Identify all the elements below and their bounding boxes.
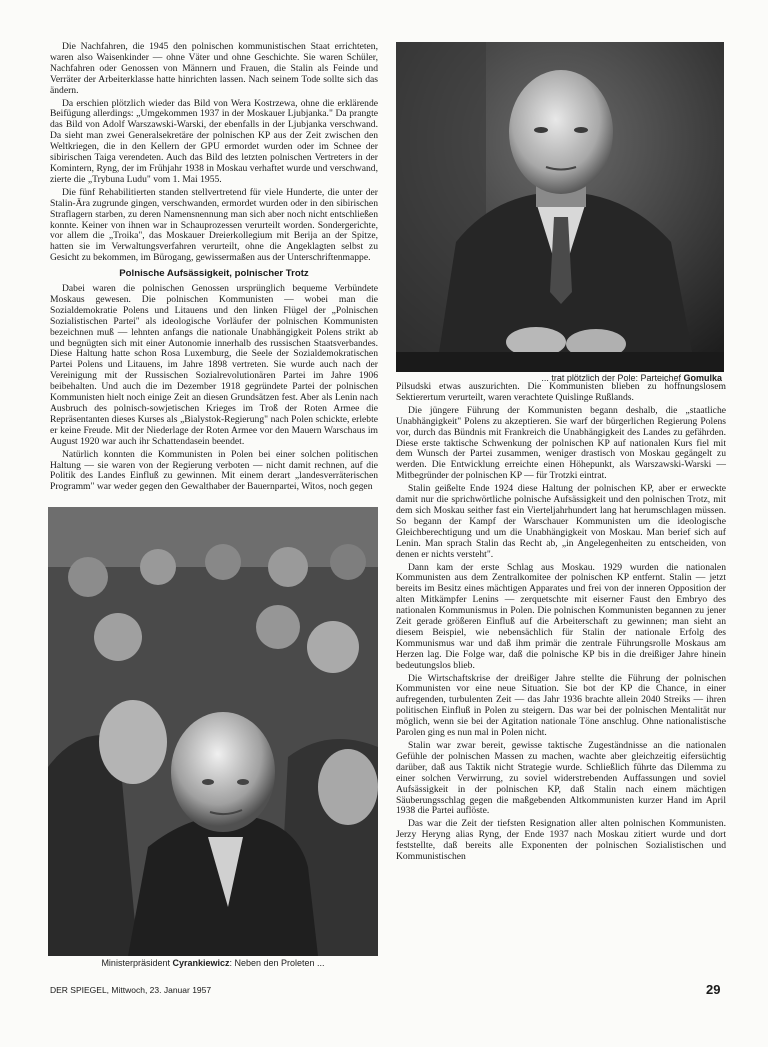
caption-name: Cyrankiewicz <box>172 958 230 968</box>
paragraph: Die jüngere Führung der Kommunisten begann deshalb, die „staatliche Unabhängigkeit" Polens zu akzeptieren. Sie warf der bürgerlichen Regierung Polens vor, durch das Bündnis mit Frankreich die Unabhängigkeit des Landes zu gefährden. Diese erste taktische Schwenkung der polnischen KP auf nationalen Kurs fiel mit dem Wunsch der Partei zusammen, weniger drastisch von Moskau gegängelt zu werden. Die Entwicklung erreichte einen Höhepunkt, als Warszawski-Warski — Mitbegründer der polnischen KP — für Trotzki eintrat. <box>396 404 726 482</box>
paragraph: Stalin geißelte Ende 1924 diese Haltung der polnischen KP, aber er erweckte damit nur die sprichwörtliche polnische Aufsässigkeit und den polnischen Trotz, mit dem sich Moskau seither fast ein Vierteljahrhundert lang hat herumschlagen müssen. So begann der Kampf der Warschauer Kommunisten um die ideologische Gleichberechtigung und um die Unabhängigkeit von Moskau. Man berief sich auf Lenin. Man sprach Stalin das Recht ab, „in Angelegenheiten zu entscheiden, von denen er nichts versteht". <box>396 483 726 560</box>
paragraph: Natürlich konnten die Kommunisten in Polen bei einer solchen politischen Haltung — sie waren von der Regierung verboten — nicht damit rechnen, auf die Politik des Landes Einfluß zu gewinnen. Mit einem derart „landesverräterischen Programm" war weder gegen den Gewalthaber der Bauernpartei, Witos, noch gegen <box>50 448 378 493</box>
paragraph: Das war die Zeit der tiefsten Resignation aller alten polnischen Kommunisten. Jerzy Heryng alias Ryng, der Ende 1937 nach Moskau zitiert wurde und dort feststellte, daß bereits alle Exponenten der polnischen Sozialistischen und Kommunistischen <box>396 818 726 863</box>
portrait-photo <box>396 42 724 372</box>
paragraph: Die fünf Rehabilitierten standen stellvertretend für viele Hunderte, die unter der Stalin-Ära zugrunde gingen, verschwanden, ermordet wurden oder in den sibirischen Straflagern starben, zu deren Namensnennung man sich aber noch nicht entschließen konnte. Keiner von ihnen war in Schauprozessen verurteilt worden. Sondergerichte, vor allem die „Troika", das Moskauer Dreierkollegium mit Berija an der Spitze, hatten sie im Verwaltungsverfahren verurteilt, ohne die Angeklagten selbst zu Gesicht zu bekommen, im Bürogang, gewissermaßen aus der Unterschriftenmappe. <box>50 186 378 264</box>
portrait-illustration <box>396 42 724 372</box>
paragraph: Da erschien plötzlich wieder das Bild von Wera Kostrzewa, ohne die erklärende Beifügung allerdings: „Umgekommen 1937 in der Moskauer Ljubjanka." Da prangte das Bild von Adolf Warszawski-Warski, der ebenfalls in der Ljubjanka verschwand. Da sieht man zwei Generalsekretäre der polnischen KP aus der Zeit zwischen den Weltkriegen, die in den Kellern der GPU ermordet wurden oder im Schnee der sibirischen Taiga verendeten. Auch das Bild des letzten polnischen Vertreters in der Komintern, Ryng, der im Frühjahr 1938 in Moskau verhaftet wurde und verschwand, zierte die „Trybuna Ludu" vom 1. Mai 1955. <box>50 97 378 185</box>
page-number: 29 <box>706 982 721 997</box>
paragraph: Die Nachfahren, die 1945 den polnischen kommunistischen Staat errichteten, waren also Waisenkinder — ohne Väter und ohne Geschichte. Sie waren Schüler, Nachfahren oder Genossen von Männern und Frauen, die Stalin als Feinde und Verräter der Arbeiterklasse hatte hinrichten lassen. Nach seinem Tode sollte sich das ändern. <box>50 41 378 96</box>
caption-text: Ministerpräsident <box>101 958 173 968</box>
left-column <box>50 42 378 495</box>
crowd-illustration <box>48 507 378 956</box>
right-column <box>396 382 726 865</box>
paragraph: Pilsudski etwas auszurichten. Die Kommunisten blieben zu hoffnungslosem Sektierertum verurteilt, waren verachtete Quislinge Rußlands. <box>396 381 726 403</box>
crowd-photo <box>48 507 378 956</box>
caption-text: ... trat plötzlich der Pole: Parteichef <box>541 373 684 383</box>
paragraph: Die Wirtschaftskrise der dreißiger Jahre stellte die Führung der polnischen Kommunisten vor eine neue Situation. Sie bot der KP die Chance, in einer aufregenden, turbulenten Zeit — das Jahr 1936 brachte allein 2040 Streiks — ihren politischen Einfluß in Polen zu steigern. Das war bei der polnischen Mentalität nur möglich, wenn sie bei der Agitation nationale Töne anschlug. Ohne nationalistische Parolen ging es nun mal in Polen nicht. <box>396 672 726 739</box>
paragraph: Dabei waren die polnischen Genossen ursprünglich bequeme Verbündete Moskaus gewesen. Die polnischen Kommunisten — wobei man die Sozialdemokratie Polens und Litauens und den linken Flügel der „Polnischen Sozialistischen Partei" als ideologische Vorläufer der polnischen Kommunisten bezeichnen muß — lehnten anfangs die nationale Unabhängigkeit Polens strikt ab und begnügten sich mit einer Autonomie innerhalb des russischen Staatsverbandes. Diese Haltung hatte schon Rosa Luxemburg, die Seele der Sozialdemokratischen Partei Polens und Litauens, im Jahre 1898 vertreten. Sie wurde auch nach der Vereinigung mit der Russischen Sozialrevolutionären Partei im Jahre 1906 beibehalten. Und auch die im Dezember 1918 gegründete Partei der polnischen Kommunisten hielt noch einige Zeit an diesen Grundsätzen fest. Aber als Lenin nach Ausbruch des polnisch-sowjetischen Krieges im Troß der Roten Armee die Repräsentanten dieses Kurses als „Bialystok-Regierung" nach Polen schickte, erlebte er keine Freude. Mit der Niederlage der Roten Armee vor den Mauern Warschaus im August 1920 war auch ihr Schattendasein beendet. <box>50 283 378 447</box>
paragraph: Dann kam der erste Schlag aus Moskau. 1929 wurden die nationalen Kommunisten aus dem Zentralkomitee der polnischen KP entfernt. Stalin — jetzt bereits im Besitz eines mächtigen Apparates und frei von der inneren Opposition der alten Mitkämpfer Lenins — zerquetschte mit eiserner Faust den Embryo des nationalen Kommunismus in Polen. Die polnischen Kommunisten begannen zu jener Zeit gerade größeren Einfluß auf die Arbeiterschaft zu gewinnen; man sieht an diesem Beispiel, wie nebensächlich für Stalin der nationale Erfolg des Kommunismus war und daß ihm primär die zentrale Führungsrolle Moskaus am Herzen lag. Die Folge war, daß die polnische KP bis in die dreißiger Jahre hinein bedeutungslos blieb. <box>396 561 726 671</box>
footer-publication: DER SPIEGEL, Mittwoch, 23. Januar 1957 <box>50 985 212 995</box>
paragraph: Stalin war zwar bereit, gewisse taktische Zugeständnisse an die nationalen Gefühle der polnischen Massen zu machen, wachte aber gleichzeitig eifersüchtig darüber, daß aus Taktik nicht Strategie wurde. Schließlich führte das Dilemma zu einer solchen Verwirrung, zu soviel widerstrebenden Auffassungen und soviel Aufsässigkeit in der polnischen KP, daß Stalin nach einem mächtigen Säuberungsschlag gegen die maßgebenden Altkommunisten kurzer Hand im April 1938 die Partei auflöste. <box>396 740 726 817</box>
caption-text: : Neben den Proleten ... <box>229 958 325 968</box>
caption-name: Gomulka <box>683 373 722 383</box>
crowd-caption <box>48 958 378 968</box>
section-heading: Polnische Aufsässigkeit, polnischer Trotz <box>119 268 309 280</box>
